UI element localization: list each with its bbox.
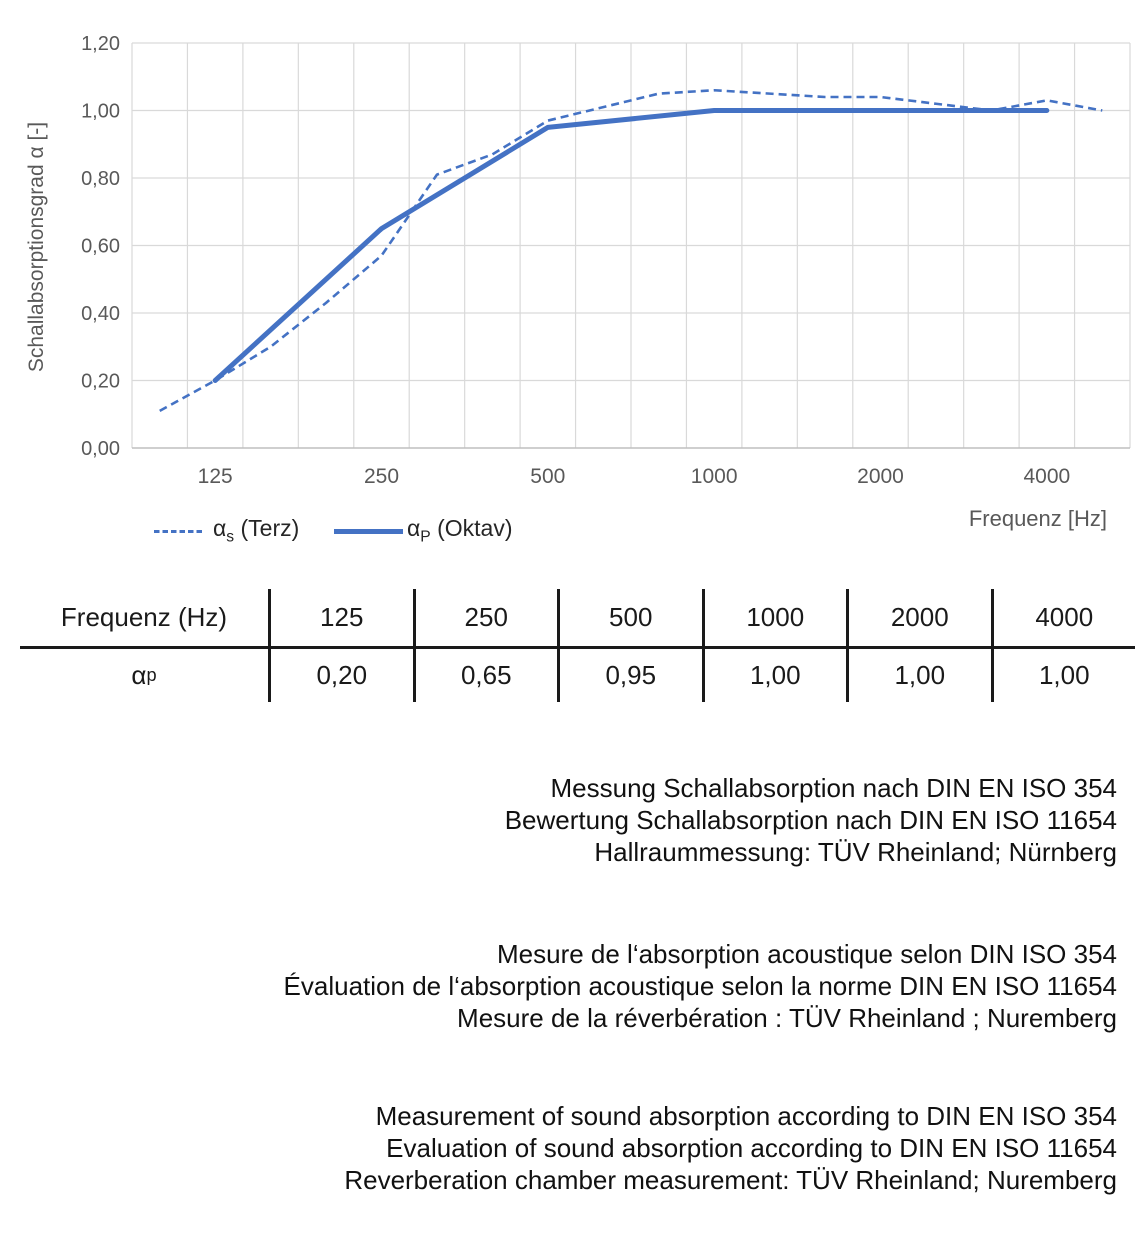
note-line: Evaluation of sound absorption according to DIN EN ISO 11654 <box>386 1133 1117 1163</box>
legend-item-oktav <box>334 516 513 546</box>
svg-text:0,00: 0,00 <box>81 438 120 460</box>
note-line: Hallraummessung: TÜV Rheinland; Nürnberg <box>594 837 1117 867</box>
table-header-value: 2000 <box>846 589 991 646</box>
note-line: Mesure de la réverbération : TÜV Rheinland ; Nuremberg <box>457 1003 1117 1033</box>
frequency-table <box>20 589 1135 702</box>
note-line: Measurement of sound absorption according to DIN EN ISO 354 <box>375 1101 1117 1131</box>
legend-text: (Oktav) <box>430 515 513 542</box>
note-line: Messung Schallabsorption nach DIN EN ISO 354 <box>550 773 1117 803</box>
table-header-value: 125 <box>268 589 413 646</box>
legend-symbol: α <box>407 515 421 542</box>
alpha-subscript: p <box>146 665 157 685</box>
legend-symbol: α <box>213 515 227 542</box>
table-cell-value: 1,00 <box>991 646 1135 702</box>
y-axis-title: Schallabsorptionsgrad α [-] <box>25 121 48 373</box>
note-line: Mesure de l‘absorption acoustique selon DIN ISO 354 <box>496 939 1117 969</box>
note-line: Évaluation de l‘absorption acoustique selon la norme DIN EN ISO 11654 <box>283 971 1117 1001</box>
x-axis-title: Frequenz [Hz] <box>968 506 1107 531</box>
table-cell-value: 1,00 <box>846 646 991 702</box>
legend-subscript: P <box>420 528 431 546</box>
table-cell-value: 0,65 <box>413 646 558 702</box>
table-header-frequency: Frequenz (Hz) <box>60 602 228 632</box>
svg-text:500: 500 <box>530 465 566 488</box>
svg-text:4000: 4000 <box>1023 465 1071 488</box>
table-header-value: 1000 <box>702 589 847 646</box>
note-german <box>17 772 1117 868</box>
table-header-value: 250 <box>413 589 558 646</box>
solid-line-swatch <box>334 529 403 534</box>
absorption-chart <box>0 0 1135 500</box>
svg-text:2000: 2000 <box>857 465 904 488</box>
svg-text:1000: 1000 <box>690 465 738 488</box>
table-row-label <box>20 646 268 702</box>
legend-subscript: s <box>226 528 235 546</box>
legend-label-terz <box>213 515 299 547</box>
note-line: Bewertung Schallabsorption nach DIN EN ISO 11654 <box>504 805 1117 835</box>
table-cell-value: 0,95 <box>557 646 702 702</box>
svg-text:0,60: 0,60 <box>81 235 120 258</box>
table-cell-value: 1,00 <box>702 646 847 702</box>
note-french <box>17 938 1117 1034</box>
svg-text:0,40: 0,40 <box>81 303 120 325</box>
legend-item-terz <box>154 516 299 546</box>
table-header-value: 4000 <box>991 589 1135 646</box>
dashed-line-swatch <box>154 530 204 533</box>
note-english <box>17 1100 1117 1196</box>
svg-text:125: 125 <box>197 465 233 488</box>
alpha-symbol: α <box>131 660 147 690</box>
svg-text:250: 250 <box>363 465 400 488</box>
table-cell-value: 0,20 <box>268 646 413 702</box>
svg-text:0,80: 0,80 <box>81 168 120 190</box>
legend-label-oktav <box>407 515 513 547</box>
svg-text:0,20: 0,20 <box>81 370 120 393</box>
note-line: Reverberation chamber measurement: TÜV Rheinland; Nuremberg <box>344 1165 1117 1195</box>
svg-text:1,20: 1,20 <box>81 33 120 55</box>
table-header-value: 500 <box>557 589 702 646</box>
svg-text:1,00: 1,00 <box>81 100 120 123</box>
legend-text: (Terz) <box>234 515 300 542</box>
